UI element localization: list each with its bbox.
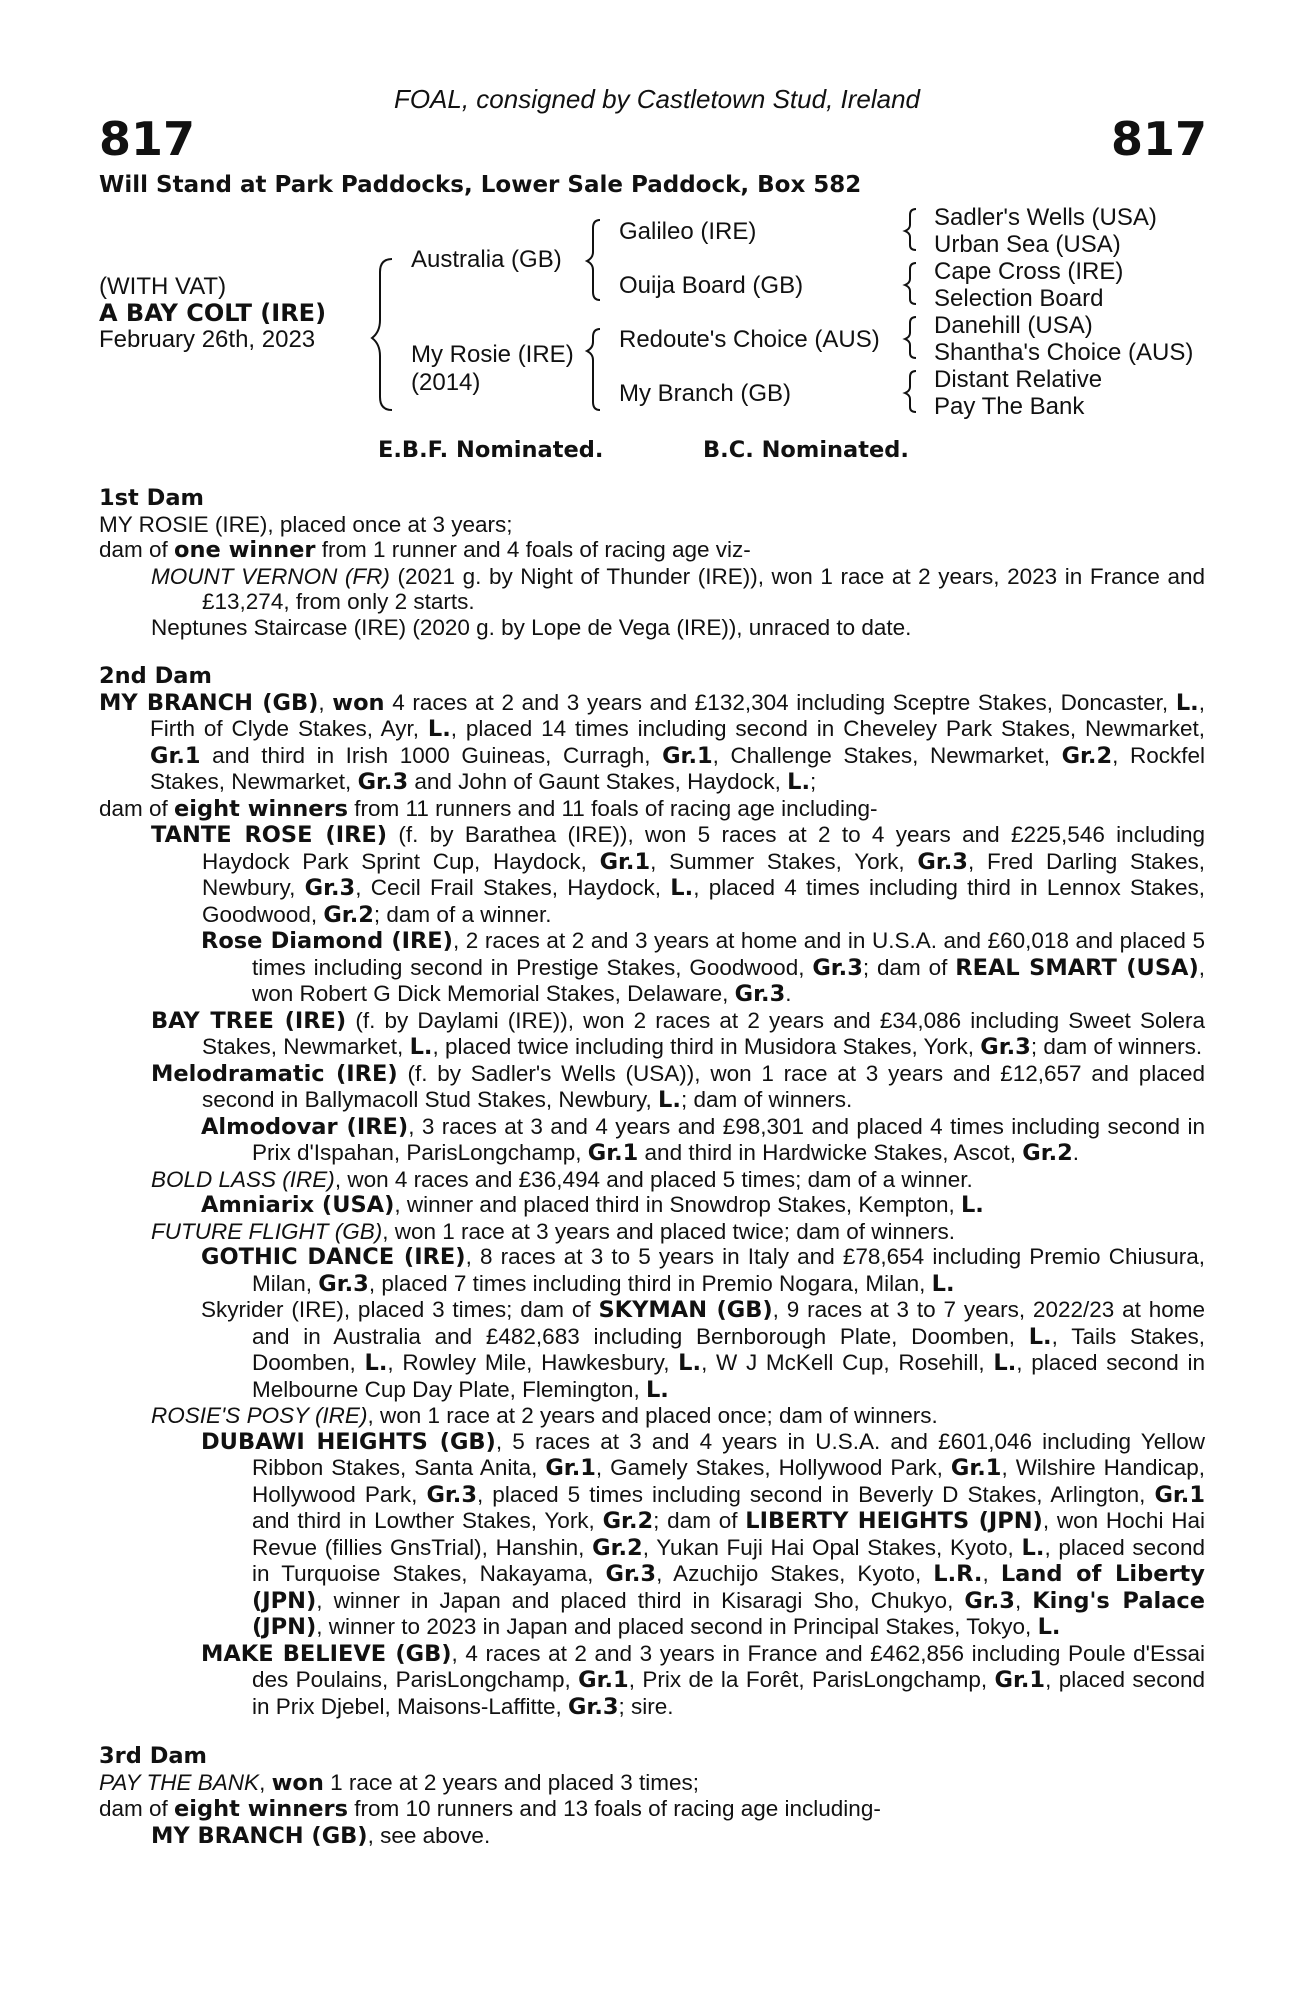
lot-number-right: 817 <box>1110 112 1207 166</box>
bracket-sire <box>587 220 600 300</box>
first-dam-line: MY ROSIE (IRE), placed once at 3 years; <box>99 511 513 537</box>
bracket-dam <box>587 329 600 410</box>
third-dam-produce: dam of eight winners from 10 runners and 13 foals of racing age including- <box>99 1796 881 1822</box>
lot-subject-name: A BAY COLT (IRE) <box>99 299 327 327</box>
spacer <box>99 640 1205 664</box>
stand-location: Will Stand at Park Paddocks, Lower Sale Paddock, Box 582 <box>99 172 862 198</box>
horse-name: DUBAWI HEIGHTS (GB) <box>201 1428 496 1455</box>
dam-year: (2014) <box>411 369 481 396</box>
horse-name: Land of Liberty (JPN) <box>252 1561 1205 1614</box>
winners-count: eight winners <box>174 795 349 822</box>
produce-melodramatic: Melodramatic (IRE) (f. by Sadler's Wells (USA)), won 1 race at 3 years and £12,657 and placed second in Ballymacoll Stud Stakes, Newbury, L.; dam of winners. <box>151 1060 1205 1113</box>
vat-note: (WITH VAT) <box>99 273 227 300</box>
winners-count: eight winners <box>174 1796 349 1822</box>
horse-name: Melodramatic (IRE) <box>151 1060 398 1087</box>
produce-skyrider: Skyrider (IRE), placed 3 times; dam of SKYMAN (GB), 9 races at 3 to 7 years, 2022/23 at home and in Australia and £482,683 including Bernborough Plate, Doomben, L., Tails Stakes, Doomben, L., Rowley Mile, Hawkesbury, L., W J McKell Cup, Rosehill, L., placed second in Melbourne Cup Day Plate, Flemington, L. <box>201 1297 1206 1403</box>
first-dam-produce <box>99 537 1205 564</box>
bracket-main <box>372 259 392 410</box>
third-dam-record: PAY THE BANK, won 1 race at 2 years and placed 3 times; <box>99 1769 700 1796</box>
horse-name: MAKE BELIEVE (GB) <box>201 1640 452 1667</box>
catalogue-body <box>99 486 1205 1849</box>
produce-bay-tree: BAY TREE (IRE) (f. by Daylami (IRE)), won 2 races at 2 years and £34,086 including Sweet Solera Stakes, Newmarket, L., placed twice including third in Musidora Stakes, York, Gr.3; dam of winners. <box>151 1007 1205 1060</box>
produce-mount-vernon <box>99 564 1205 615</box>
winners-count: one winner <box>174 537 316 563</box>
horse-name: TANTE ROSE (IRE) <box>151 822 388 848</box>
second-dam-produce: dam of eight winners from 11 runners and 11 foals of racing age including- <box>99 795 878 822</box>
horse-name: MY BRANCH (GB) <box>151 1822 368 1849</box>
text: from 1 runner and 4 foals of racing age viz- <box>315 537 751 562</box>
produce-rosies-posy: ROSIE'S POSY (IRE), won 1 race at 2 years and placed once; dam of winners. <box>151 1403 938 1428</box>
horse-name: Almodovar (IRE) <box>201 1113 409 1140</box>
bracket-g4 <box>905 371 916 412</box>
horse-name: LIBERTY HEIGHTS (JPN) <box>745 1508 1043 1534</box>
sire-sire: Galileo (IRE) <box>619 218 757 245</box>
ancestor-8: Pay The Bank <box>934 393 1085 420</box>
horse-name: MY BRANCH (GB) <box>99 689 319 716</box>
ancestor-7: Distant Relative <box>934 366 1103 393</box>
third-dam-heading: 3rd Dam <box>99 1743 207 1769</box>
produce-amniarix: Amniarix (USA), winner and placed third in Snowdrop Stakes, Kempton, L. <box>201 1192 984 1218</box>
ebf-nomination: E.B.F. Nominated. <box>378 437 604 463</box>
produce-tante-rose: TANTE ROSE (IRE) (f. by Barathea (IRE)), won 5 races at 2 to 4 years and £225,546 including Haydock Park Sprint Cup, Haydock, Gr.1, Summer Stakes, York, Gr.3, Fred Darling Stakes, Newbury, Gr.3, Cecil Frail Stakes, Haydock, L., placed 4 times including third in Lennox Stakes, Goodwood, Gr.2; dam of a winner. <box>151 822 1205 928</box>
sire-dam: Ouija Board (GB) <box>619 272 804 299</box>
text: (2021 g. by Night of Thunder (IRE)), won 1 race at 2 years, 2023 in France and £13,274, from only 2 starts. <box>202 563 1205 614</box>
horse-name: REAL SMART (USA) <box>955 954 1199 981</box>
produce-make-believe: MAKE BELIEVE (GB), 4 races at 2 and 3 years in France and £462,856 including Poule d'Essai des Poulains, ParisLongchamp, Gr.1, Prix de la Forêt, ParisLongchamp, Gr.1, placed second in Prix Djebel, Maisons-Laffitte, Gr.3; sire. <box>201 1640 1205 1720</box>
horse-name: FUTURE FLIGHT (GB) <box>151 1218 383 1244</box>
ancestor-1: Sadler's Wells (USA) <box>934 204 1157 231</box>
bracket-g3 <box>905 317 916 358</box>
first-dam-heading: 1st Dam <box>99 485 204 511</box>
ancestor-6: Shantha's Choice (AUS) <box>934 339 1194 366</box>
ancestor-4: Selection Board <box>934 285 1104 312</box>
ancestor-5: Danehill (USA) <box>934 312 1093 339</box>
lot-number-left: 817 <box>99 112 196 166</box>
horse-name: MOUNT VERNON (FR) <box>151 563 390 589</box>
horse-name: Amniarix (USA) <box>201 1192 395 1218</box>
horse-name: PAY THE BANK <box>99 1769 260 1795</box>
bc-nomination: B.C. Nominated. <box>703 437 909 463</box>
horse-name: BOLD LASS (IRE) <box>151 1166 335 1192</box>
produce-almodovar: Almodovar (IRE), 3 races at 3 and 4 years and £98,301 and placed 4 times including second in Prix d'Ispahan, ParisLongchamp, Gr.1 and third in Hardwicke Stakes, Ascot, Gr.2. <box>201 1113 1205 1166</box>
produce-rose-diamond: Rose Diamond (IRE), 2 races at 2 and 3 years at home and in U.S.A. and £60,018 and placed 5 times including second in Prestige Stakes, Goodwood, Gr.3; dam of REAL SMART (USA), won Robert G Dick Memorial Stakes, Delaware, Gr.3. <box>201 928 1205 1007</box>
second-dam-record: MY BRANCH (GB), won 4 races at 2 and 3 years and £132,304 including Sceptre Stakes, Doncaster, L., Firth of Clyde Stakes, Ayr, L., placed 14 times including second in Cheveley Park Stakes, Newmarket, Gr.1 and third in Irish 1000 Guineas, Curragh, Gr.1, Challenge Stakes, Newmarket, Gr.2, Rockfel Stakes, Newmarket, Gr.3 and John of Gaunt Stakes, Haydock, L.; <box>99 689 1206 795</box>
horse-name: Rose Diamond (IRE) <box>201 928 453 954</box>
second-dam-heading: 2nd Dam <box>99 663 212 689</box>
produce-gothic-dance: GOTHIC DANCE (IRE), 8 races at 3 to 5 years in Italy and £78,654 including Premio Chiusura, Milan, Gr.3, placed 7 times including third in Premio Nogara, Milan, L. <box>201 1244 1206 1297</box>
horse-name: SKYMAN (GB) <box>598 1297 773 1323</box>
ancestor-3: Cape Cross (IRE) <box>934 258 1124 285</box>
consignment-line: FOAL, consigned by Castletown Stud, Ireland <box>393 84 921 114</box>
horse-name: GOTHIC DANCE (IRE) <box>201 1244 466 1270</box>
won-label: won <box>271 1769 324 1796</box>
spacer <box>99 1720 1205 1744</box>
dam-sire: Redoute's Choice (AUS) <box>619 326 880 353</box>
bracket-g1 <box>905 209 916 250</box>
ancestor-2: Urban Sea (USA) <box>934 231 1121 258</box>
horse-name: ROSIE'S POSY (IRE) <box>151 1403 368 1428</box>
produce-my-branch-ref: MY BRANCH (GB), see above. <box>151 1822 491 1849</box>
won-label: won <box>332 689 385 716</box>
bracket-g2 <box>905 263 916 304</box>
text: dam of <box>99 537 175 562</box>
dam-name: My Rosie (IRE) <box>411 341 574 368</box>
foaling-date: February 26th, 2023 <box>99 326 316 353</box>
produce-bold-lass: BOLD LASS (IRE), won 4 races and £36,494 and placed 5 times; dam of a winner. <box>151 1166 973 1192</box>
produce-neptunes-staircase: Neptunes Staircase (IRE) (2020 g. by Lope de Vega (IRE)), unraced to date. <box>151 614 912 640</box>
sire-name: Australia (GB) <box>411 246 562 273</box>
dam-dam: My Branch (GB) <box>619 380 792 407</box>
horse-name: King's Palace (JPN) <box>252 1587 1205 1640</box>
produce-future-flight: FUTURE FLIGHT (GB), won 1 race at 3 years and placed twice; dam of winners. <box>151 1218 956 1244</box>
horse-name: BAY TREE (IRE) <box>151 1007 347 1034</box>
produce-dubawi-heights: DUBAWI HEIGHTS (GB), 5 races at 3 and 4 years in U.S.A. and £601,046 including Yellow Ribbon Stakes, Santa Anita, Gr.1, Gamely Stakes, Hollywood Park, Gr.1, Wilshire Handicap, Hollywood Park, Gr.3, placed 5 times including second in Beverly D Stakes, Arlington, Gr.1 and third in Lowther Stakes, York, Gr.2; dam of LIBERTY HEIGHTS (JPN), won Hochi Hai Revue (fillies GnsTrial), Hanshin, Gr.2, Yukan Fuji Hai Opal Stakes, Kyoto, L., placed second in Turquoise Stakes, Nakayama, Gr.3, Azuchijo Stakes, Kyoto, L.R., Land of Liberty (JPN), winner in Japan and placed third in Kisaragi Sho, Chukyo, Gr.3, King's Palace (JPN), winner to 2023 in Japan and placed second in Principal Stakes, Tokyo, L. <box>201 1428 1205 1640</box>
